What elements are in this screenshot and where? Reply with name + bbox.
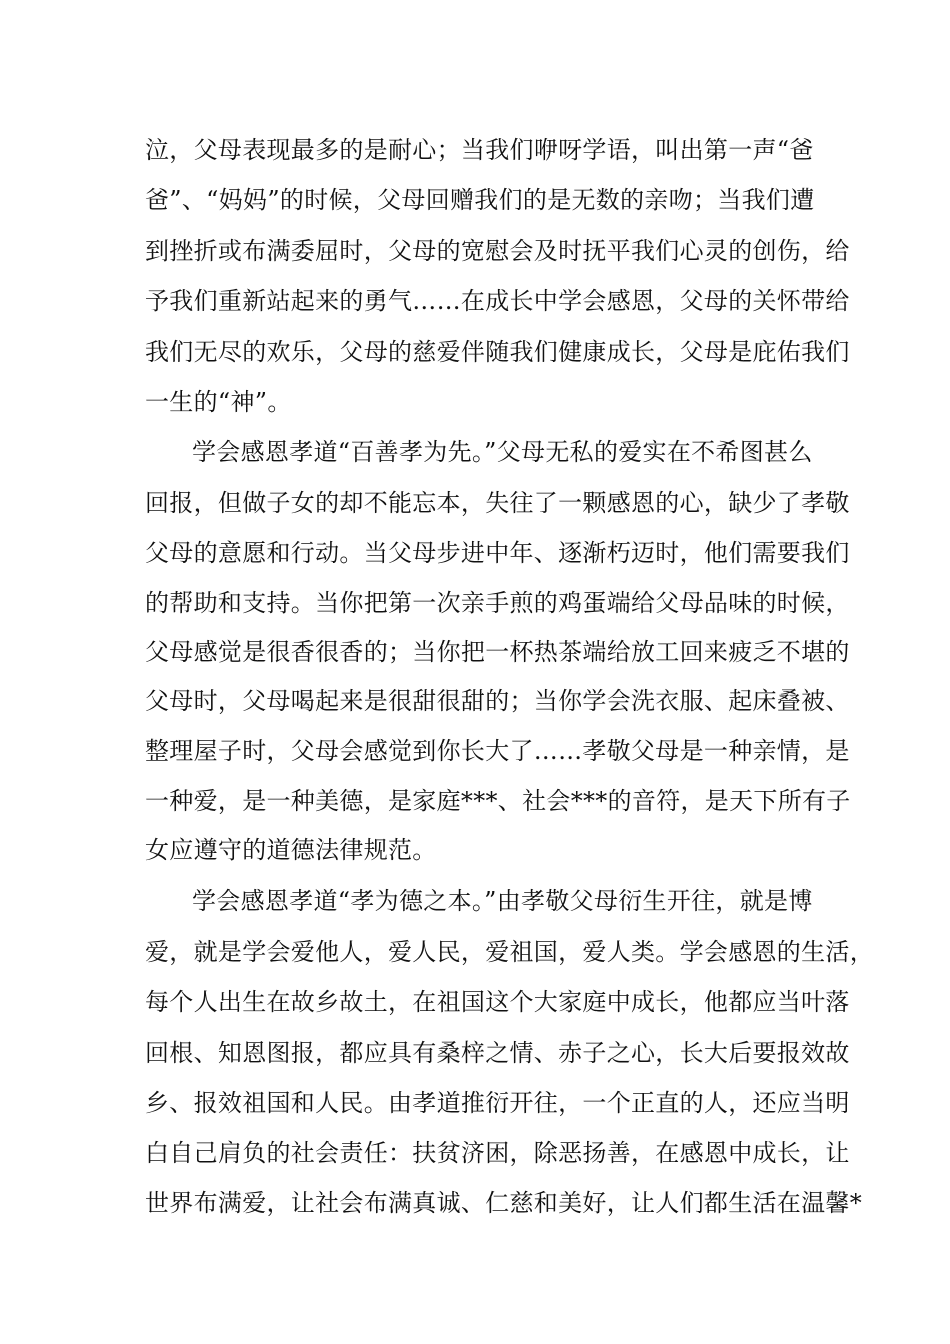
text-line: 乡、报效祖国和人民。由孝道推衍开往，一个正直的人，还应当明 <box>145 1089 850 1117</box>
text-line: 爱，就是学会爱他人，爱人民，爱祖国，爱人类。学会感恩的生活， <box>145 938 874 966</box>
text-line: 女应遵守的道德法律规范。 <box>145 836 437 864</box>
text-line: 整理屋子时，父母会感觉到你长大了……孝敬父母是一种亲情，是 <box>145 737 850 765</box>
text-line: 父母时，父母喝起来是很甜很甜的；当你学会洗衣服、起床叠被、 <box>145 687 850 715</box>
paragraph-first-line: 学会感恩孝道“孝为德之本。”由孝敬父母衍生开往，就是博 <box>192 887 813 915</box>
text-line: 每个人出生在故乡故土，在祖国这个大家庭中成长，他都应当叶落 <box>145 988 850 1016</box>
text-line: 到挫折或布满委屈时，父母的宽慰会及时抚平我们心灵的创伤，给 <box>145 237 850 265</box>
text-line: 世界布满爱，让社会布满真诚、仁慈和美好，让人们都生活在温馨* <box>145 1189 862 1217</box>
text-line: 我们无尽的欢乐，父母的慈爱伴随我们健康成长，父母是庇佑我们 <box>145 338 850 366</box>
paragraph-first-line: 学会感恩孝道“百善孝为先。”父母无私的爱实在不希图甚么 <box>192 438 813 466</box>
text-line: 回报，但做子女的却不能忘本，失往了一颗感恩的心，缺少了孝敬 <box>145 489 850 517</box>
text-line: 爸”、“妈妈”的时候，父母回赠我们的是无数的亲吻；当我们遭 <box>145 186 815 214</box>
text-line: 父母的意愿和行动。当父母步进中年、逐渐朽迈时，他们需要我们 <box>145 539 850 567</box>
text-line: 予我们重新站起来的勇气……在成长中学会感恩，父母的关怀带给 <box>145 287 850 315</box>
text-line: 回根、知恩图报，都应具有桑梓之情、赤子之心，长大后要报效故 <box>145 1039 850 1067</box>
text-line: 父母感觉是很香很香的；当你把一杯热茶端给放工回来疲乏不堪的 <box>145 638 850 666</box>
text-line: 白自己肩负的社会责任：扶贫济困，除恶扬善，在感恩中成长，让 <box>145 1139 850 1167</box>
text-line: 泣，父母表现最多的是耐心；当我们咿呀学语，叫出第一声“爸 <box>145 136 814 164</box>
text-line: 的帮助和支持。当你把第一次亲手煎的鸡蛋端给父母品味的时候， <box>145 589 850 617</box>
text-line: 一种爱，是一种美德，是家庭***、社会***的音符，是天下所有子 <box>145 787 851 815</box>
text-line: 一生的“神”。 <box>145 388 292 416</box>
